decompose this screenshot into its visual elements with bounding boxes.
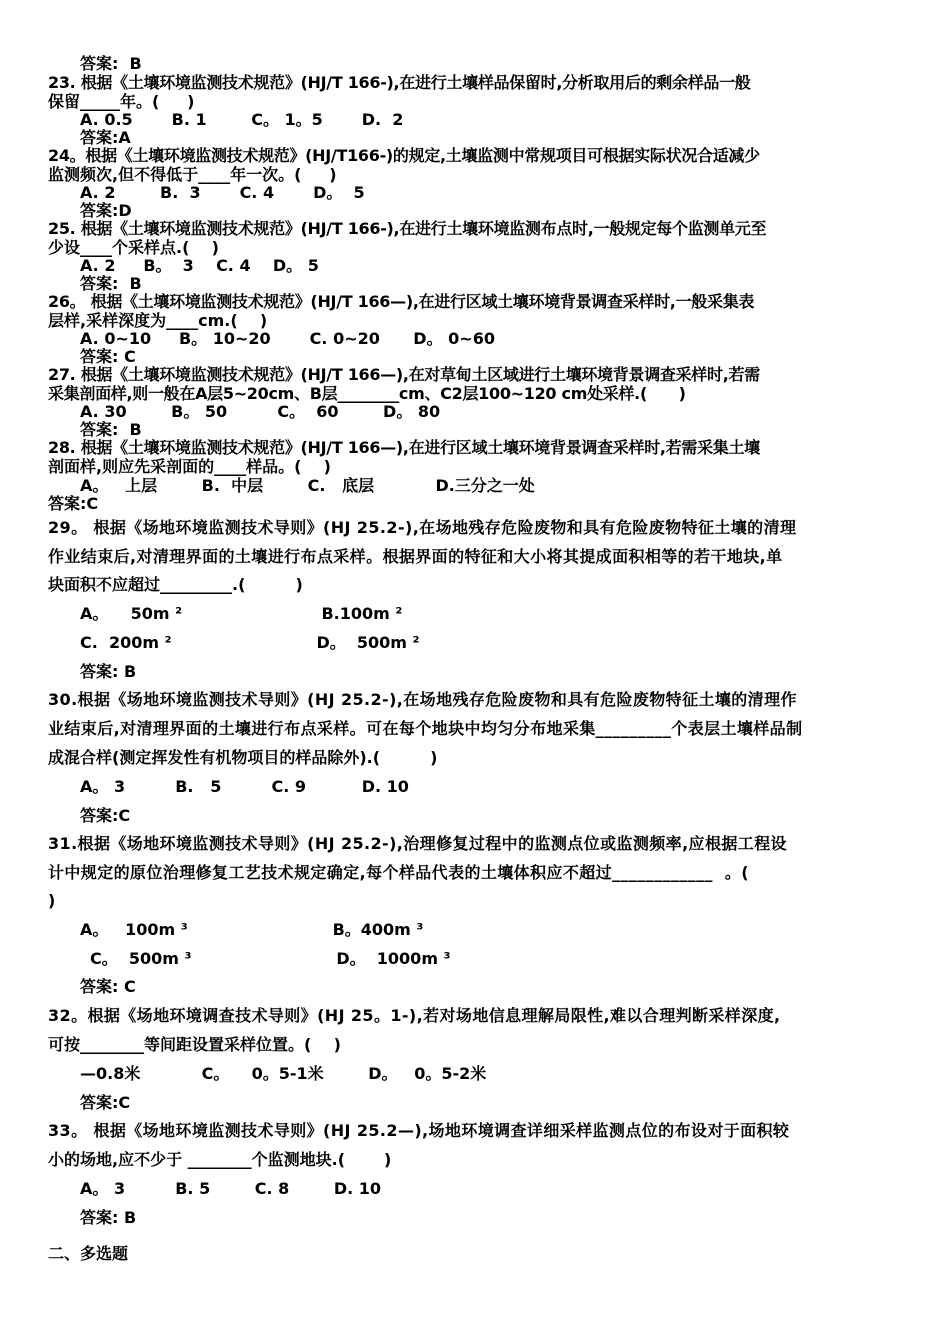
question-25-line-2: 少设____个采样点.( ): [48, 238, 219, 257]
section-heading-multiple-choice: 二、多选题: [48, 1244, 129, 1263]
options-31-row-1: A。 100m ³ B。400m ³: [80, 920, 424, 939]
answer-22: 答案: B: [80, 54, 142, 73]
question-30-line-2: 业结束后,对清理界面的土壤进行布点采样。可在每个地块中均匀分布地采集_________个表层土壤样品制: [48, 719, 803, 738]
options-31-row-2: C。 500m ³ D。 1000m ³: [90, 949, 451, 968]
question-31-line-2: 计中规定的原位治理修复工艺技术规定确定,每个样品代表的土壤体积应不超过____________ 。(: [48, 863, 749, 882]
options-29-row-1: A。 50m ² B.100m ²: [80, 604, 403, 623]
question-25-line-1: 25. 根据《土壤环境监测技术规范》(HJ/T 166-),在进行土壤环境监测布点时,一般规定每个监测单元至: [48, 219, 767, 238]
options-25: A. 2 B。 3 C. 4 D。 5: [80, 256, 319, 275]
question-31-line-1: 31.根据《场地环境监测技术导则》(HJ 25.2-),治理修复过程中的监测点位或监测频率,应根据工程设: [48, 834, 787, 853]
answer-27: 答案: B: [80, 420, 142, 439]
question-29-line-1: 29。 根据《场地环境监测技术导则》(HJ 25.2-),在场地残存危险废物和具有危险废物特征土壤的清理: [48, 518, 797, 537]
answer-26: 答案: C: [80, 347, 136, 366]
question-29-line-3: 块面积不应超过_________.( ): [48, 575, 303, 594]
question-27-line-2: 采集剖面样,则一般在A层5~20cm、B层________cm、C2层100~120 cm处采样.( ): [48, 384, 686, 403]
question-30-line-3: 成混合样(测定挥发性有机物项目的样品除外).( ): [48, 748, 438, 767]
options-30: A。 3 B. 5 C. 9 D. 10: [80, 777, 409, 796]
question-26-line-1: 26。 根据《土壤环境监测技术规范》(HJ/T 166—),在进行区域土壤环境背景调查采样时,一般采集表: [48, 292, 755, 311]
options-29-row-2: C. 200m ² D。 500m ²: [80, 633, 420, 652]
answer-29: 答案: B: [80, 662, 137, 681]
answer-24: 答案:D: [80, 201, 132, 220]
options-28: A。 上层 B. 中层 C. 底层 D.三分之一处: [80, 476, 535, 495]
question-30-line-1: 30.根据《场地环境监测技术导则》(HJ 25.2-),在场地残存危险废物和具有危险废物特征土壤的清理作: [48, 690, 797, 709]
answer-31: 答案: C: [80, 977, 136, 996]
answer-28: 答案:C: [48, 494, 99, 513]
answer-23: 答案:A: [80, 128, 131, 147]
options-26: A. 0~10 B。 10~20 C. 0~20 D。 0~60: [80, 329, 495, 348]
question-32-line-1: 32。根据《场地环境调查技术导则》(HJ 25。1-),若对场地信息理解局限性,难以合理判断采样深度,: [48, 1006, 781, 1025]
question-24-line-1: 24。根据《土壤环境监测技术规范》(HJ/T166-)的规定,土壤监测中常规项目可根据实际状况合适减少: [48, 146, 760, 165]
question-23-line-1: 23. 根据《土壤环境监测技术规范》(HJ/T 166-),在进行土壤样品保留时,分析取用后的剩余样品一般: [48, 73, 751, 92]
question-28-line-2: 剖面样,则应先采剖面的____样品。( ): [48, 457, 331, 476]
question-23-line-2: 保留_____年。( ): [48, 92, 195, 111]
question-31-line-3: ): [48, 891, 56, 910]
question-28-line-1: 28. 根据《土壤环境监测技术规范》(HJ/T 166—),在进行区域土壤环境背景调查采样时,若需采集土壤: [48, 438, 760, 457]
question-29-line-2: 作业结束后,对清理界面的土壤进行布点采样。根据界面的特征和大小将其提成面积相等的若干地块,单: [48, 547, 783, 566]
question-26-line-2: 层样,采样深度为____cm.( ): [48, 311, 268, 330]
answer-32: 答案:C: [80, 1093, 131, 1112]
question-24-line-2: 监测频次,但不得低于____年一次。( ): [48, 165, 337, 184]
question-27-line-1: 27. 根据《土壤环境监测技术规范》(HJ/T 166—),在对草甸土区域进行土壤环境背景调查采样时,若需: [48, 365, 760, 384]
options-33: A。 3 B. 5 C. 8 D. 10: [80, 1179, 382, 1198]
options-27: A. 30 B。 50 C。 60 D。 80: [80, 402, 441, 421]
options-32: —0.8米 C。 0。5-1米 D。 0。5-2米: [80, 1064, 487, 1083]
answer-30: 答案:C: [80, 806, 131, 825]
options-23: A. 0.5 B. 1 C。 1。5 D. 2: [80, 110, 404, 129]
question-33-line-1: 33。 根据《场地环境监测技术导则》(HJ 25.2—),场地环境调查详细采样监测点位的布设对于面积较: [48, 1121, 790, 1140]
answer-25: 答案: B: [80, 274, 142, 293]
options-24: A. 2 B. 3 C. 4 D。 5: [80, 183, 365, 202]
answer-33: 答案: B: [80, 1208, 137, 1227]
question-33-line-2: 小的场地,应不少于 ________个监测地块.( ): [48, 1150, 392, 1169]
question-32-line-2: 可按________等间距设置采样位置。( ): [48, 1035, 341, 1054]
